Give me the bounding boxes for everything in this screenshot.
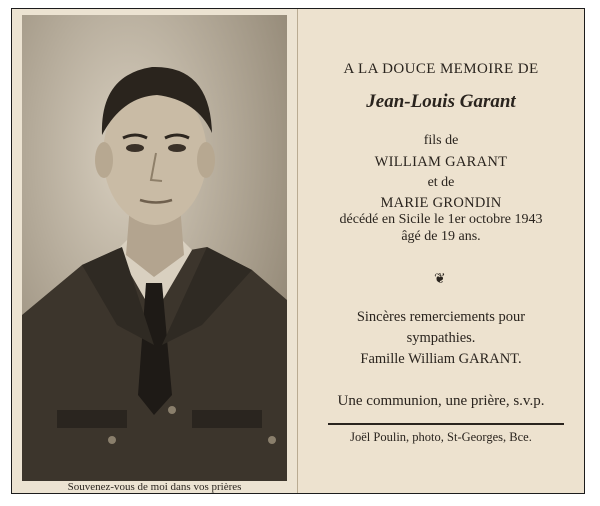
deceased-name: Jean-Louis Garant xyxy=(366,91,516,112)
and-of-label: et de xyxy=(427,175,455,190)
mother-name: MARIE GRONDIN xyxy=(380,195,502,211)
photo-panel xyxy=(12,9,298,493)
ornament-icon: ❦ xyxy=(434,271,446,287)
photo-caption: Souvenez-vous de moi dans vos prières xyxy=(67,481,242,493)
memorial-card xyxy=(11,8,585,494)
portrait-illustration xyxy=(22,15,287,481)
son-of-label: fils de xyxy=(423,133,459,148)
thanks-line-1: Sincères remerciements pour xyxy=(356,309,526,325)
text-panel xyxy=(298,9,584,493)
memorial-header: A LA DOUCE MEMOIRE DE xyxy=(343,61,539,77)
family-signature: Famille William GARANT. xyxy=(360,351,522,367)
photo-credit: Joël Poulin, photo, St-Georges, Bce. xyxy=(350,430,532,444)
thanks-line-2: sympathies. xyxy=(406,330,476,346)
prayer-request: Une communion, une prière, s.v.p. xyxy=(337,393,545,409)
portrait-photo xyxy=(22,15,287,481)
age-details: âgé de 19 ans. xyxy=(401,229,481,244)
death-details: décédé en Sicile le 1er octobre 1943 xyxy=(339,212,543,227)
divider-rule xyxy=(328,423,564,425)
father-name: WILLIAM GARANT xyxy=(374,154,508,170)
